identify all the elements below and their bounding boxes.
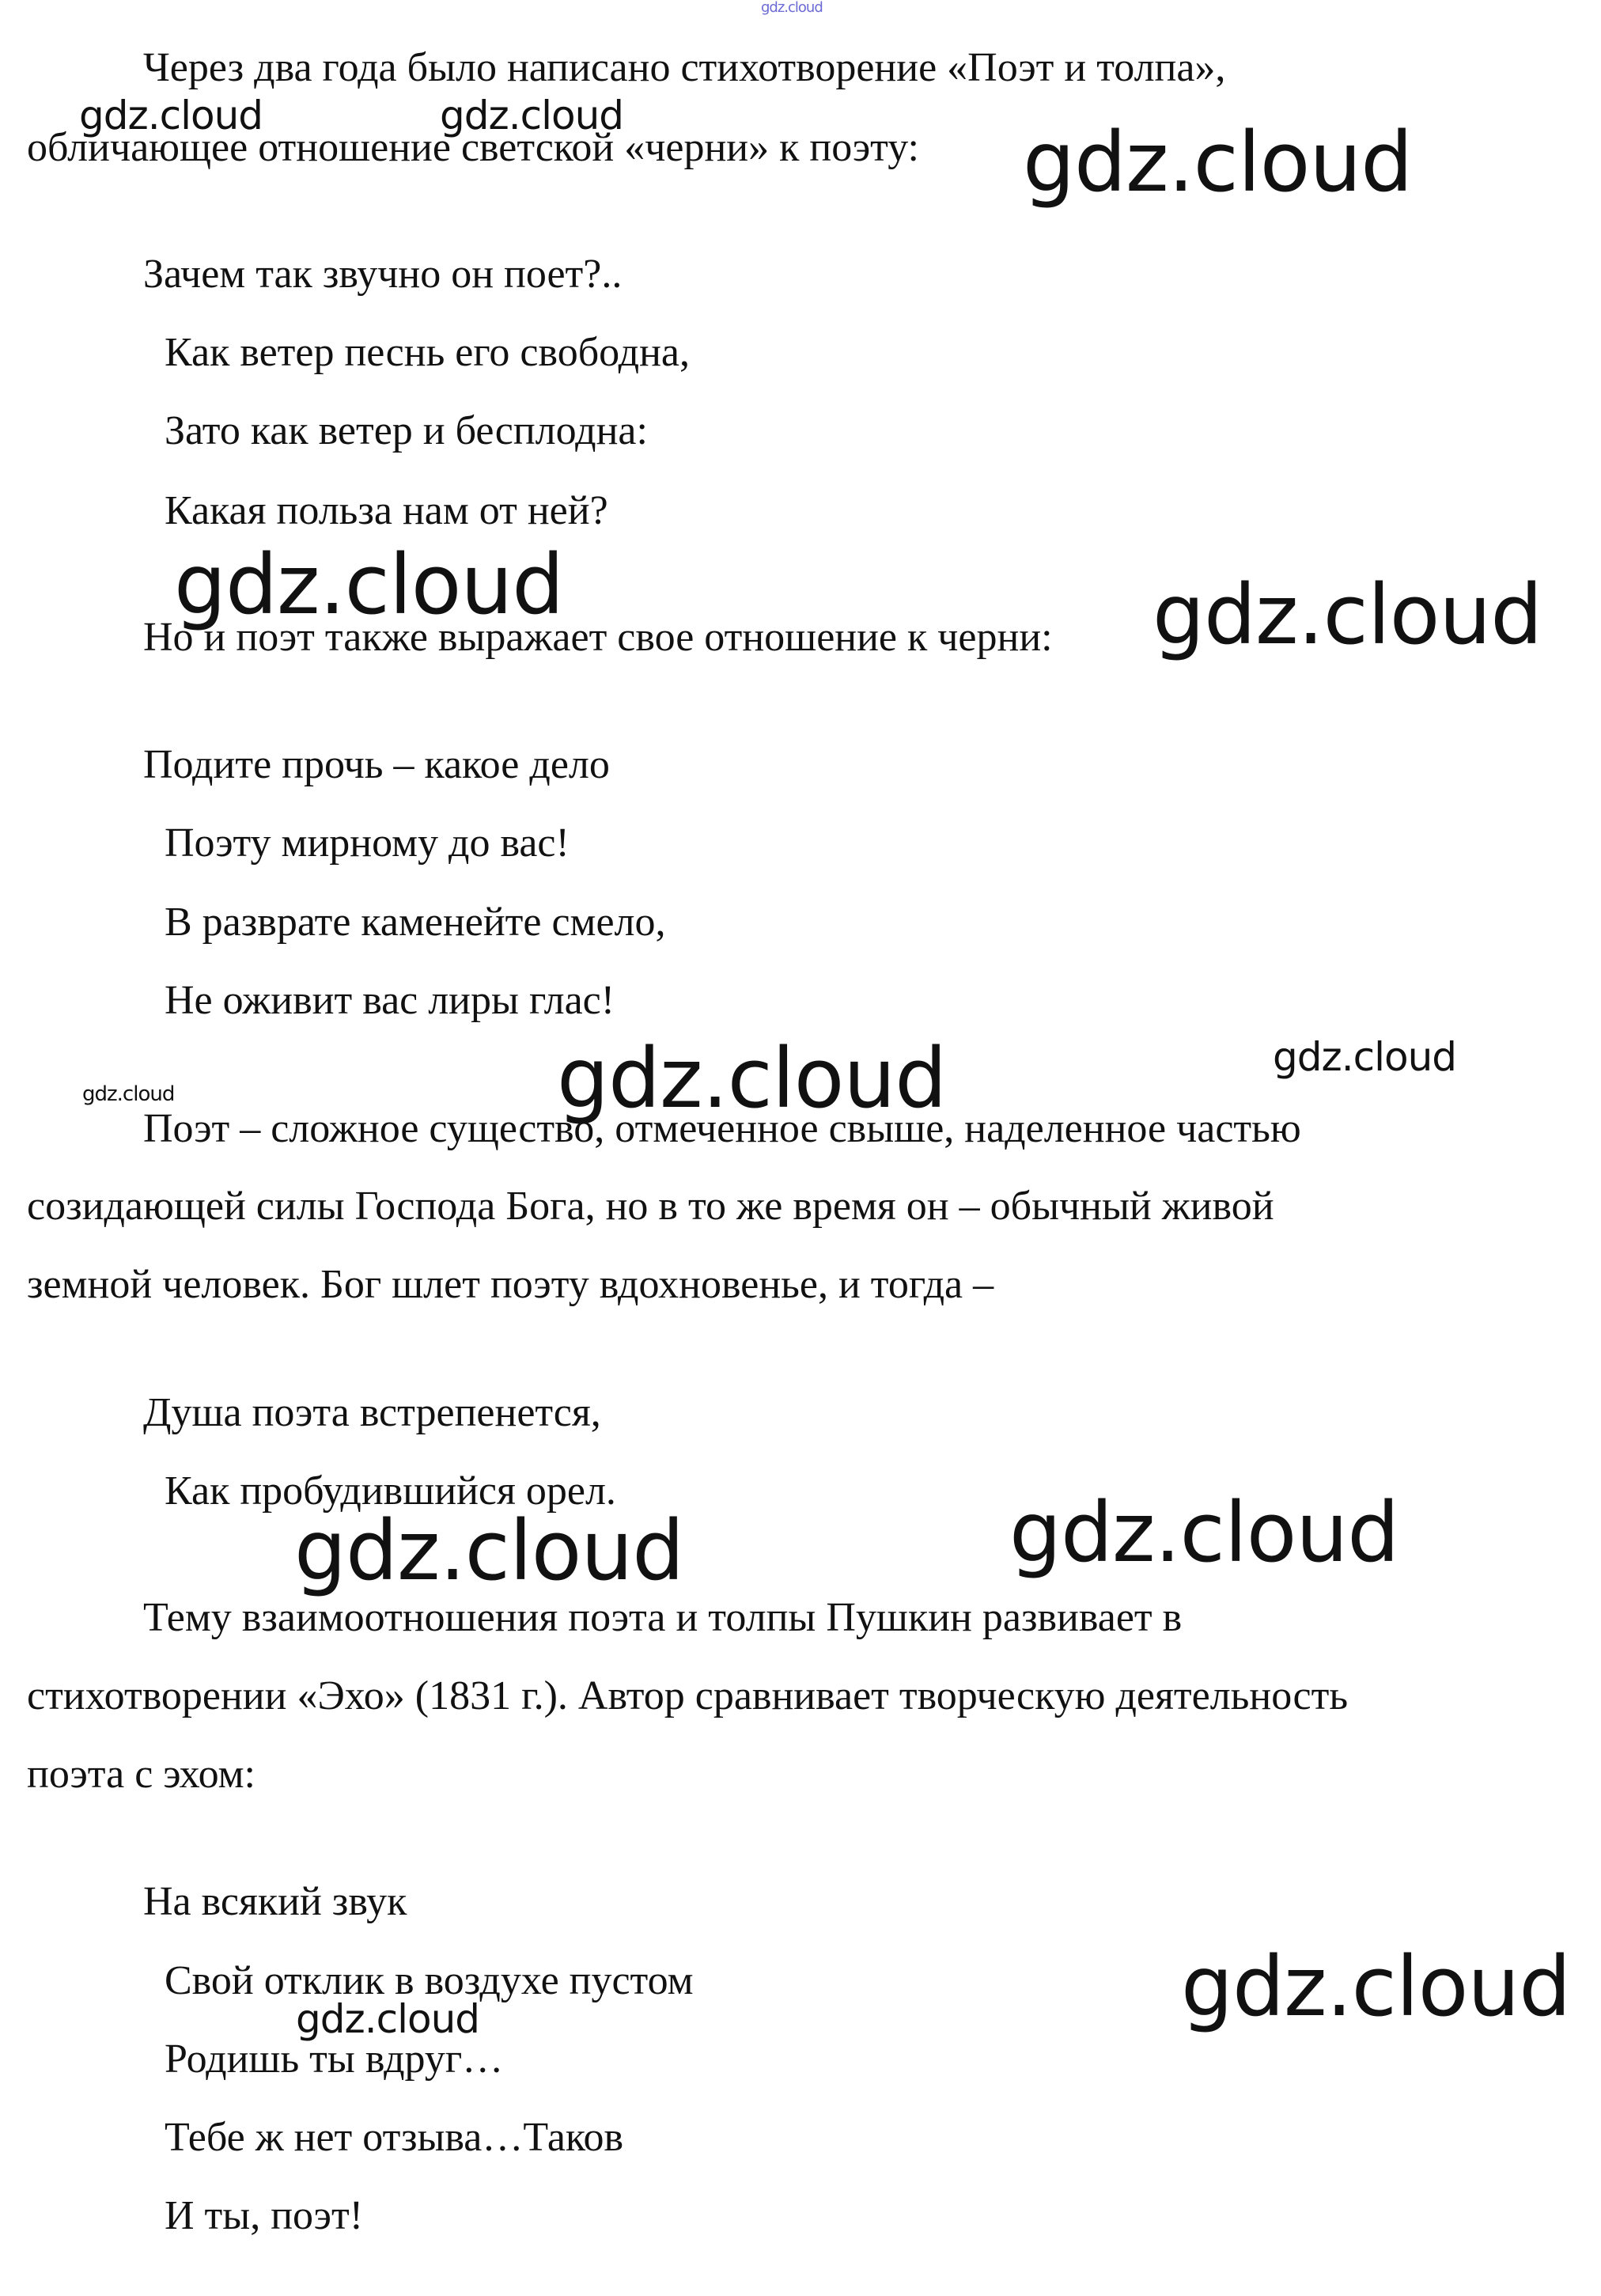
watermark: gdz.cloud	[1009, 1484, 1399, 1581]
paragraph-4-line-1: Тему взаимоотношения поэта и толпы Пушкин развивает в	[143, 1595, 1183, 1640]
verse-4-line-1: На всякий звук	[143, 1879, 407, 1924]
paragraph-4-line-2: стихотворении «Эхо» (1831 г.). Автор сравнивает творческую деятельность	[27, 1673, 1349, 1718]
verse-2-line-1: Подите прочь – какое дело	[143, 742, 610, 787]
verse-4-line-2: Свой отклик в воздухе пустом	[165, 1958, 694, 2003]
watermark: gdz.cloud	[1273, 1034, 1457, 1080]
watermark-tiny: gdz.cloud	[761, 0, 823, 16]
verse-2-line-4: Не оживит вас лиры глас!	[165, 978, 615, 1023]
verse-3-line-1: Душа поэта встрепенется,	[143, 1390, 601, 1435]
paragraph-3-line-1: Поэт – сложное существо, отмеченное свыше, наделенное частью	[143, 1106, 1301, 1151]
paragraph-1-line-2: обличающее отношение светской «черни» к поэту:	[27, 125, 919, 170]
verse-2-line-2: Поэту мирному до вас!	[165, 820, 570, 866]
verse-3-line-2: Как пробудившийся орел.	[165, 1468, 616, 1514]
paragraph-1-line-1: Через два года было написано стихотворение «Поэт и толпа»,	[143, 45, 1226, 90]
verse-1-line-1: Зачем так звучно он поет?..	[143, 252, 623, 297]
verse-2-line-3: В разврате каменейте смело,	[165, 900, 666, 945]
verse-1-line-4: Какая польза нам от ней?	[165, 488, 608, 533]
verse-4-line-3: Родишь ты вдруг…	[165, 2036, 504, 2082]
watermark: gdz.cloud	[1152, 566, 1542, 663]
paragraph-3-line-3: земной человек. Бог шлет поэту вдохновенье, и тогда –	[27, 1262, 994, 1307]
watermark: gdz.cloud	[296, 1996, 480, 2042]
verse-1-line-2: Как ветер песнь его свободна,	[165, 330, 691, 375]
watermark: gdz.cloud	[79, 93, 263, 138]
watermark: gdz.cloud	[557, 1030, 947, 1127]
paragraph-3-line-2: созидающей силы Господа Бога, но в то же время он – обычный живой	[27, 1184, 1274, 1229]
paragraph-2: Но и поэт также выражает свое отношение к черни:	[143, 615, 1053, 660]
watermark: gdz.cloud	[1181, 1938, 1571, 2035]
watermark: gdz.cloud	[1023, 114, 1413, 210]
watermark: gdz.cloud	[82, 1082, 175, 1106]
watermark: gdz.cloud	[294, 1502, 684, 1599]
watermark: gdz.cloud	[174, 536, 564, 633]
verse-4-line-4: Тебе ж нет отзыва…Таков	[165, 2115, 624, 2160]
paragraph-4-line-3: поэта с эхом:	[27, 1752, 255, 1797]
verse-1-line-3: Зато как ветер и бесплодна:	[165, 408, 648, 453]
verse-4-line-5: И ты, поэт!	[165, 2193, 364, 2238]
watermark: gdz.cloud	[440, 93, 624, 138]
